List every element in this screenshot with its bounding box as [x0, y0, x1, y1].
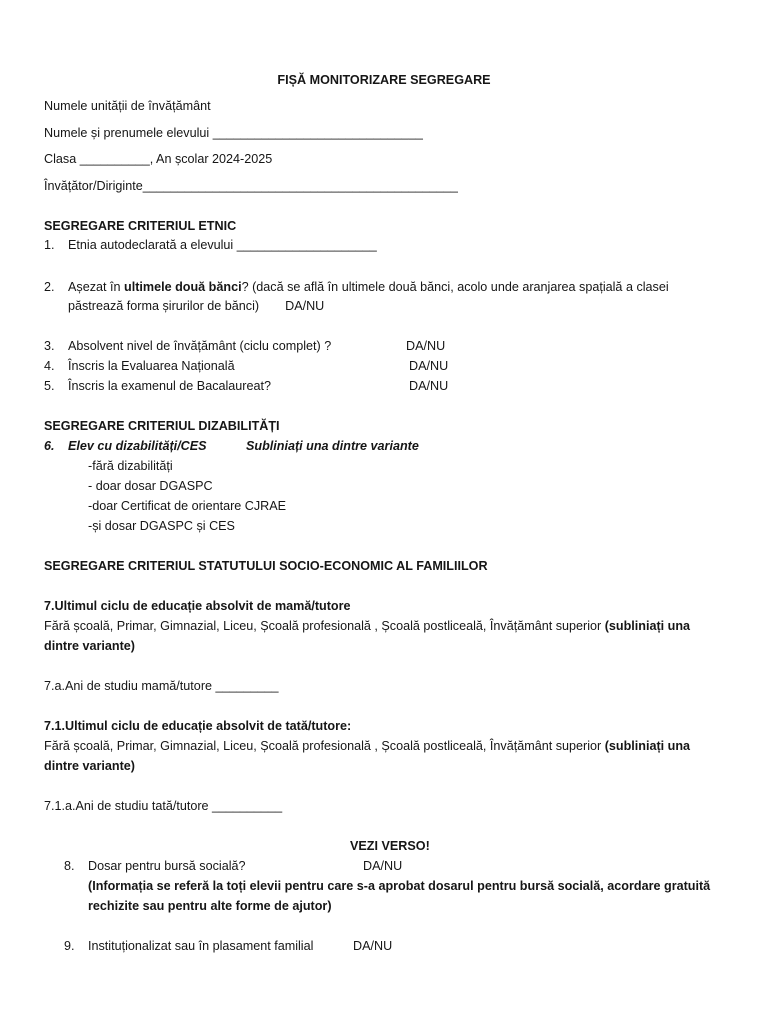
- question-8: [64, 858, 246, 874]
- question-5: [44, 378, 271, 394]
- education-options: Fără școală, Primar, Gimnazial, Liceu, Școală profesională , Școală postliceală, Învățământ superior: [44, 739, 605, 753]
- question-text: păstrează forma șirurilor de bănci): [68, 299, 260, 313]
- question-number: 4.: [44, 359, 55, 373]
- question-number: 5.: [44, 379, 55, 393]
- option-note: (subliniați una: [604, 739, 691, 753]
- student-name-field: Numele și prenumele elevului ______________________________: [44, 126, 423, 140]
- question-7-1-title: 7.1.Ultimul ciclu de educație absolvit de tată/tutore:: [44, 719, 352, 733]
- ethnic-heading: SEGREGARE CRITERIUL ETNIC: [44, 219, 237, 233]
- option-note: (subliniați una: [604, 619, 691, 633]
- teacher-field: Învățător/Diriginte_____________________________________________: [44, 179, 458, 193]
- question-2-line2: [68, 298, 324, 314]
- question-8-answer: DA/NU: [363, 859, 403, 873]
- education-options: Fără școală, Primar, Gimnazial, Liceu, Școală profesională , Școală postliceală, Învățământ superior: [44, 619, 605, 633]
- question-text: Dosar pentru bursă socială?: [88, 859, 246, 873]
- question-emphasis: ultimele două bănci: [124, 280, 242, 294]
- question-9-answer: DA/NU: [353, 939, 393, 953]
- disability-option: -fără dizabilități: [88, 459, 173, 473]
- question-8-note: (Informația se referă la toți elevii pentru care s-a aprobat dosarul pentru bursă socială, acordare gratuită: [88, 879, 711, 893]
- question-text: Înscris la Evaluarea Națională: [68, 359, 235, 373]
- question-4: [44, 358, 235, 374]
- disability-heading: SEGREGARE CRITERIUL DIZABILITĂȚI: [44, 419, 280, 433]
- option-note-cont: dintre variante): [44, 639, 135, 653]
- question-2: [44, 279, 669, 295]
- question-7-title: 7.Ultimul ciclu de educație absolvit de mamă/tutore: [44, 599, 351, 613]
- unit-name-field: Numele unității de învățământ: [44, 99, 211, 113]
- question-text: Înscris la examenul de Bacalaureat?: [68, 379, 272, 393]
- question-text: Etnia autodeclarată a elevului ____________________: [68, 238, 377, 252]
- question-5-answer: DA/NU: [409, 379, 449, 393]
- socio-heading: SEGREGARE CRITERIUL STATUTULUI SOCIO-ECONOMIC AL FAMILIILOR: [44, 559, 488, 573]
- question-8-note-cont: rechizite sau pentru alte forme de ajutor): [88, 899, 332, 913]
- question-text: Așezat în: [68, 280, 125, 294]
- question-1: [44, 237, 377, 253]
- question-text: Absolvent nivel de învățământ (ciclu complet) ?: [68, 339, 332, 353]
- question-text: Elev cu dizabilități/CES: [68, 439, 207, 453]
- page-title: FIȘĂ MONITORIZARE SEGREGARE: [277, 73, 491, 87]
- question-number: 1.: [44, 238, 55, 252]
- mother-study-years: 7.a.Ani de studiu mamă/tutore _________: [44, 679, 279, 693]
- disability-option: -doar Certificat de orientare CJRAE: [88, 499, 287, 513]
- disability-option: - doar dosar DGASPC: [88, 479, 213, 493]
- disability-option: -și dosar DGASPC și CES: [88, 519, 235, 533]
- question-7-1-options: [44, 738, 690, 754]
- class-year-field: Clasa __________, An școlar 2024-2025: [44, 152, 273, 166]
- question-6-note: Subliniați una dintre variante: [246, 439, 419, 453]
- option-note-cont: dintre variante): [44, 759, 135, 773]
- question-number: 2.: [44, 280, 55, 294]
- question-number: 9.: [64, 939, 75, 953]
- verso-label: VEZI VERSO!: [350, 839, 430, 853]
- question-text: ? (dacă se află în ultimele două bănci, acolo unde aranjarea spațială a clasei: [241, 280, 669, 294]
- question-number: 8.: [64, 859, 75, 873]
- question-text: Instituționalizat sau în plasament familial: [88, 939, 314, 953]
- answer-option: DA/NU: [285, 299, 325, 313]
- question-9: [64, 938, 313, 954]
- question-3-answer: DA/NU: [406, 339, 446, 353]
- question-number: 3.: [44, 339, 55, 353]
- father-study-years: 7.1.a.Ani de studiu tată/tutore __________: [44, 799, 283, 813]
- question-4-answer: DA/NU: [409, 359, 449, 373]
- question-6: [44, 438, 207, 454]
- question-3: [44, 338, 331, 354]
- question-7-options: [44, 618, 690, 634]
- question-number: 6.: [44, 439, 55, 453]
